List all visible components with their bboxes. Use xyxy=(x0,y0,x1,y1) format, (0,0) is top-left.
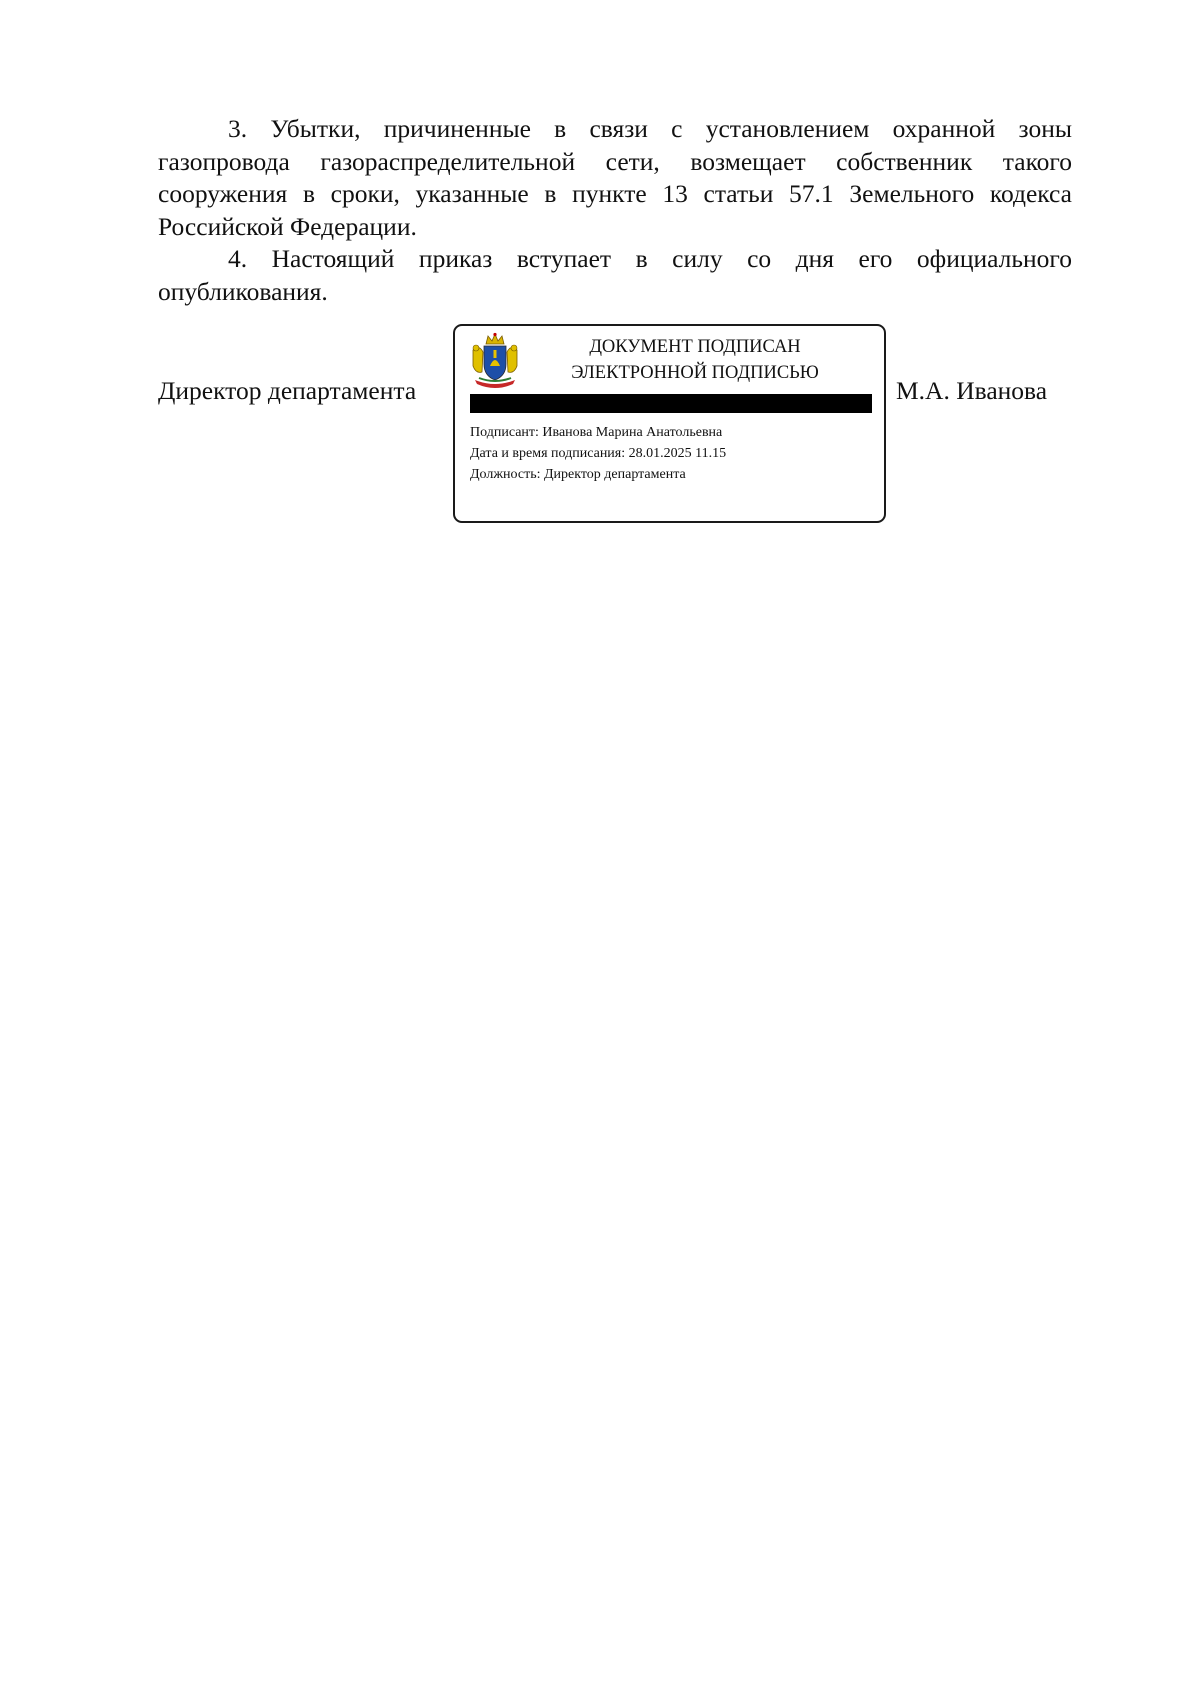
document-body xyxy=(158,113,1072,308)
signer-name: М.А. Иванова xyxy=(896,376,1048,405)
stamp-certificate-bar xyxy=(470,394,872,413)
electronic-signature-stamp xyxy=(453,324,886,523)
stamp-details xyxy=(470,422,726,485)
paragraph-3: 3. Убытки, причиненные в связи с установлением охранной зоны газопровода газораспределительной сети, возмещает собственник такого сооружения в сроки, указанные в пункте 13 статьи 57.1 Земельного кодекса Российской Федерации. xyxy=(158,114,1072,241)
stamp-signer: Подписант: Иванова Марина Анатольевна xyxy=(470,425,723,440)
paragraph-4: 4. Настоящий приказ вступает в силу со дня его официального опубликования. xyxy=(158,244,1072,306)
stamp-position: Должность: Директор департамента xyxy=(470,467,686,482)
stamp-datetime: Дата и время подписания: 28.01.2025 11.15 xyxy=(470,446,727,461)
coat-of-arms-emblem-icon xyxy=(469,332,521,390)
stamp-header xyxy=(550,334,840,386)
stamp-header-line-1: ДОКУМЕНТ ПОДПИСАН xyxy=(589,337,801,357)
signer-position: Директор департамента xyxy=(158,376,417,405)
stamp-header-line-2: ЭЛЕКТРОННОЙ ПОДПИСЬЮ xyxy=(571,363,819,383)
